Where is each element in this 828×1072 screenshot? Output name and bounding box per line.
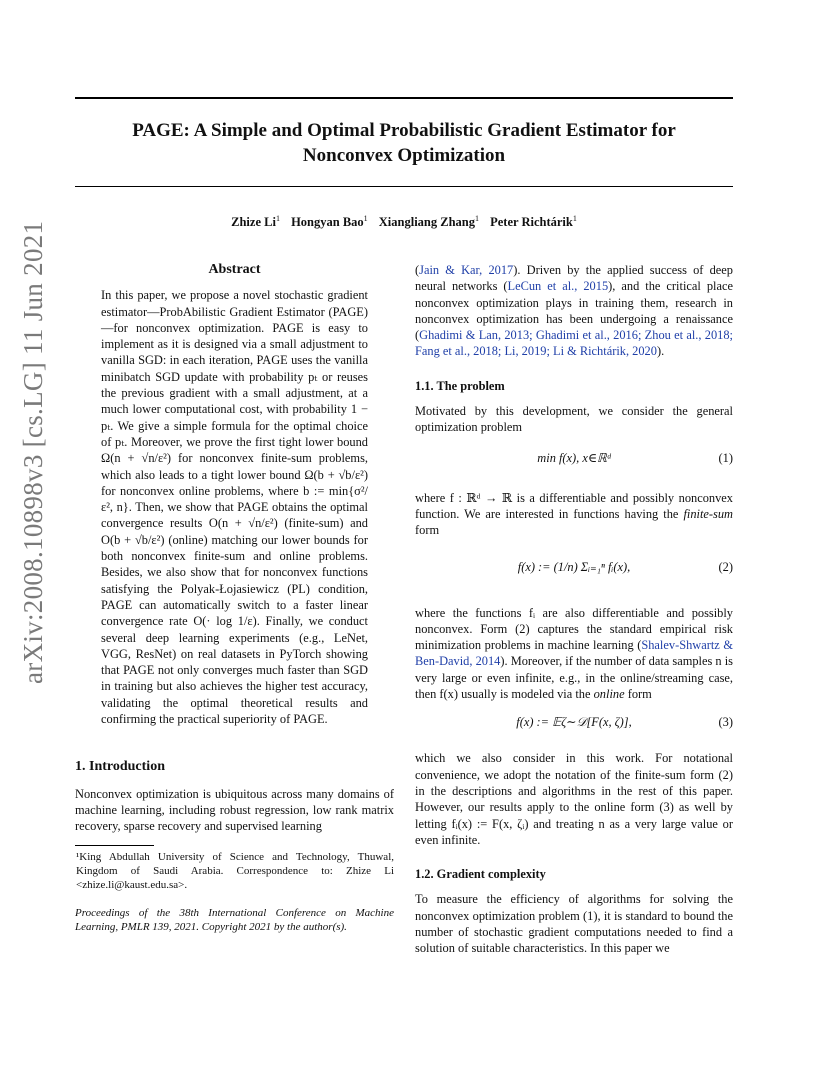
footnote-rule [75,845,154,846]
equation-2-body: f(x) := (1/n) Σᵢ₌₁ⁿ fᵢ(x), [517,559,631,574]
gradient-complexity-text: To measure the efficiency of algorithms for solving the nonconvex optimization problem (1), it is standard to bound the number of stochastic gradient computations needed to find a solution of suitable characteristics. In this paper we [415,892,733,956]
author: Zhize Li$^1$ [231,214,280,230]
citation-link[interactable]: Shalev-Shwartz & Ben-David, 2014 [415,638,733,669]
equation-1-body: min f(x), x∈ℝᵈ [537,450,611,465]
title-line-2: Nonconvex Optimization [302,145,506,166]
citation-link[interactable]: Ghadimi & Lan, 2013; Ghadimi et al., 2016; Zhou et al., 2018; Fang et al., 2018; Li, 2019; Li & Richtárik, 2020 [415,328,733,359]
introduction-heading: 1. Introduction [75,759,165,775]
arxiv-stamp: arXiv:2008.10898v3 [cs.LG] 11 Jun 2021 [18,220,48,684]
author-list [75,214,733,230]
right-column [415,262,733,957]
problem-description: where f : ℝᵈ → ℝ is a differentiable and possibly nonconvex function. We are interested in functions having the finite-sum form [415,490,733,538]
paper-title [75,118,733,168]
citation-link[interactable]: Jain & Kar, 2017 [419,263,514,277]
online-description: which we also consider in this work. For notational convenience, we adopt the notation of the finite-sum form (2) in the descriptions and algorithms in the rest of this paper. However, our results apply to the online form (3) as well by letting fᵢ(x) := F(x, ζᵢ) and treating n as a very large value or even infinite. [415,751,733,847]
problem-intro: Motivated by this development, we consider the general optimization problem [415,404,733,435]
equation-1 [415,450,733,476]
equation-2-number: (2) [718,559,733,574]
gradient-complexity-heading: 1.2. Gradient complexity [415,867,546,882]
proceedings-note: Proceedings of the 38th International Conference on Machine Learning, PMLR 139, 2021. Copyright 2021 by the author(s). [75,906,394,933]
author: Hongyan Bao$^1$ [291,214,368,230]
abstract-text: In this paper, we propose a novel stochastic gradient estimator—ProbAbilistic Gradient Estimator (PAGE)—for nonconvex optimization. PAGE is easy to implement as it is designed via a small adjustment to vanilla SGD: in each iteration, PAGE uses the vanilla minibatch SGD update with probability pₜ or reuses the previous gradient with a small adjustment, at a much lower computational cost, with probability 1 − pₜ. We give a simple formula for the optimal choice of pₜ. Moreover, we prove the first tight lower bound Ω(n + √n/ε²) for nonconvex finite-sum problems, which also leads to a tight lower bound Ω(b + √b/ε²) for nonconvex online problems, where b := min{σ²/ε², n}. Then, we show that PAGE obtains the optimal convergence results O(n + √n/ε²) (finite-sum) and O(b + √b/ε²) (online) matching our lower bounds for both nonconvex finite-sum and online problems. Besides, we also show that for nonconvex functions satisfying the Polyak-Łojasiewicz (PL) condition, PAGE can automatically switch to a faster linear convergence rate O(· log 1/ε). Finally, we conduct several deep learning experiments (e.g., LeNet, VGG, ResNet) on real datasets in PyTorch showing that PAGE not only converges much faster than SGD in training but also achieves the higher test accuracy, validating the optimal theoretical results and confirming the practical superiority of PAGE. [101,288,368,727]
title-line-1: PAGE: A Simple and Optimal Probabilistic Gradient Estimator for [132,120,676,141]
footnote-affiliation: ¹King Abdullah University of Science and Technology, Thuwal, Kingdom of Saudi Arabia. Correspondence to: Zhize Li <zhize.li@kaust.edu.sa>. [76,850,394,891]
finite-sum-description: where the functions fᵢ are also differentiable and possibly nonconvex. Form (2) captures the standard empirical risk minimization problems in machine learning (Shalev-Shwartz & Ben-David, 2014). Moreover, if the number of data samples n is very large or even infinite, e.g., in the online/streaming case, then f(x) usually is modeled via the online form [415,605,734,702]
equation-3-number: (3) [718,715,733,730]
equation-3 [415,714,733,740]
title-rule-top [75,97,733,99]
citation-link[interactable]: LeCun et al., 2015 [507,279,609,294]
equation-2 [415,559,733,585]
author: Xiangliang Zhang$^1$ [378,214,479,230]
equation-1-number: (1) [718,450,733,465]
related-work-paragraph: (Jain & Kar, 2017). Driven by the applied success of deep neural networks (LeCun et al., 2015), and the critical place nonconvex optimization plays in training them, research in nonconvex optimization has been undergoing a renaissance (Ghadimi & Lan, 2013; Ghadimi et al., 2016; Zhou et al., 2018; Fang et al., 2018; Li, 2019; Li & Richtárik, 2020). [415,263,733,359]
title-rule-bottom [75,186,733,187]
introduction-text: Nonconvex optimization is ubiquitous across many domains of machine learning, including robust regression, low rank matrix recovery, sparse recovery and supervised learning [75,786,394,834]
left-column [75,262,394,934]
abstract-heading: Abstract [208,262,261,277]
author: Peter Richtárik$^1$ [490,214,577,230]
problem-heading: 1.1. The problem [415,378,505,393]
equation-3-body: f(x) := 𝔼ζ∼𝒟[F(x, ζ)], [516,715,632,730]
